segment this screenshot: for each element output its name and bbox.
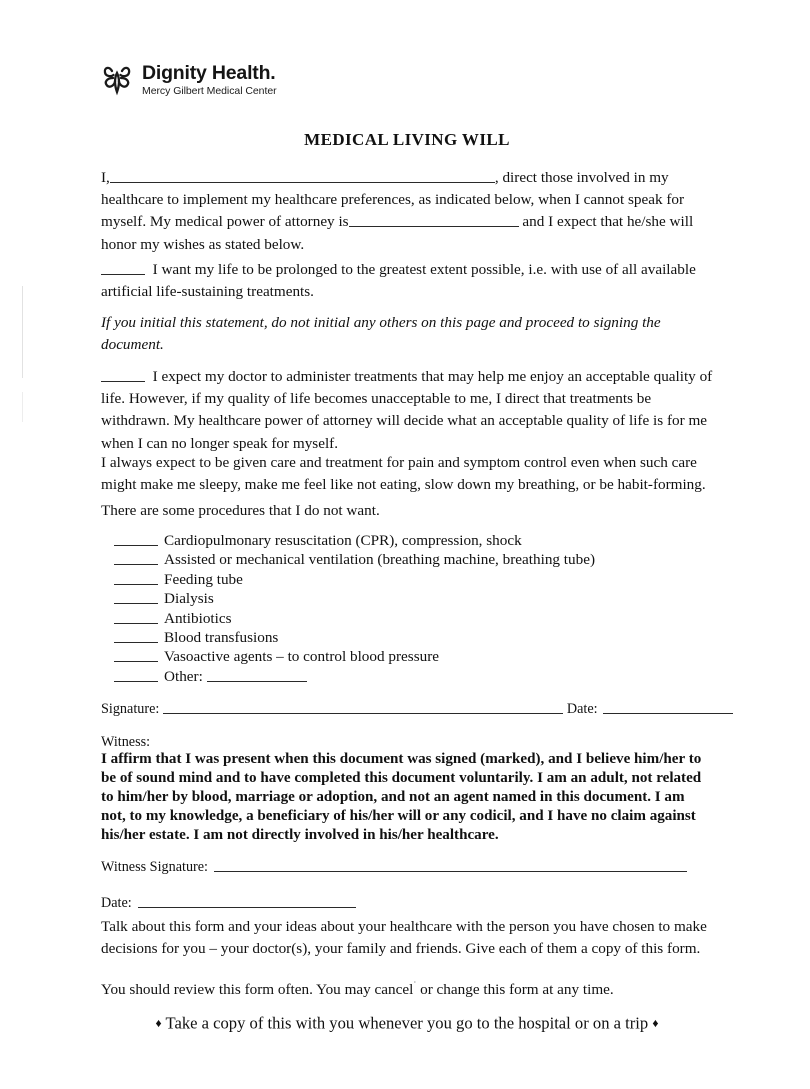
comfort-care-paragraph: I always expect to be given care and treatment for pain and symptom control even when such care might make me sleepy, make me feel like not eating, slow down my breathing, or be habit-forming. xyxy=(101,454,706,494)
initial-blank-procedure[interactable] xyxy=(114,589,158,604)
witness-date-label: Date: xyxy=(101,895,132,911)
date-blank[interactable] xyxy=(603,701,733,714)
intro-after-name: , direct those involved in my healthcare to implement my healthcare preferences, as indicated below, when I cannot speak for myself. My medical power of attorney is xyxy=(101,169,685,231)
power-of-attorney-blank[interactable] xyxy=(349,212,519,227)
closing-review-paragraph xyxy=(101,975,717,1001)
scan-mark: ˙ xyxy=(413,980,417,990)
procedure-label: Antibiotics xyxy=(164,609,232,627)
witness-affirmation: I affirm that I was present when this document was signed (marked), and I believe him/her to be of sound mind and to have completed this document voluntarily. I am an adult, not related to him/her by blood, marriage or adoption, and not an agent named in this document. I am not, to my knowledge, a beneficiary of his/her will or any codicil, and I have no claim against his/her estate. I am not directly involved in his/her healthcare. xyxy=(101,751,702,843)
procedure-label: Vasoactive agents – to control blood pressure xyxy=(164,648,439,666)
intro-paragraph xyxy=(101,167,713,256)
patient-name-blank[interactable] xyxy=(110,168,495,183)
final-reminder-text: Take a copy of this with you whenever you go to the hospital or on a trip xyxy=(165,1013,649,1033)
list-item xyxy=(114,628,614,647)
initial-blank-procedure[interactable] xyxy=(114,531,158,546)
final-reminder-line xyxy=(101,1012,713,1035)
procedure-label: Cardiopulmonary resuscitation (CPR), compression, shock xyxy=(164,532,522,549)
brand-name: Dignity Health. xyxy=(142,61,276,84)
procedure-label: Dialysis xyxy=(164,590,214,608)
witness-date-blank[interactable] xyxy=(138,895,356,908)
procedure-label: Feeding tube xyxy=(164,570,243,588)
procedure-label: Blood transfusions xyxy=(164,629,279,647)
signature-blank[interactable] xyxy=(163,701,563,714)
initial-blank-procedure[interactable] xyxy=(114,628,158,643)
list-item-other xyxy=(114,667,614,686)
initial-blank-prolong[interactable] xyxy=(101,260,145,275)
option-prolong-text: I want my life to be prolonged to the greatest extent possible, i.e. with use of all available artificial life-sustaining treatments. xyxy=(101,261,696,301)
initial-blank-procedure[interactable] xyxy=(114,550,158,565)
witness-signature-row xyxy=(101,858,713,876)
list-item xyxy=(114,647,614,666)
scan-artifact xyxy=(22,392,23,422)
page-title: MEDICAL LIVING WILL xyxy=(304,130,510,149)
date-label: Date: xyxy=(566,701,598,717)
procedures-heading: There are some procedures that I do not want. xyxy=(101,502,380,519)
option-prolong-life xyxy=(101,259,713,303)
facility-name: Mercy Gilbert Medical Center xyxy=(142,85,277,97)
scan-artifact xyxy=(22,286,23,378)
review-text-before: You should review this form often. You may cancel xyxy=(101,981,414,998)
diamond-bullet-icon: ♦ xyxy=(652,1016,659,1030)
witness-signature-blank[interactable] xyxy=(214,859,687,872)
signature-label: Signature: xyxy=(101,701,160,717)
option-quality-text: I expect my doctor to administer treatments that may help me enjoy an acceptable quality of life. However, if my quality of life becomes unacceptable to me, I direct that treatments be withdrawn. My healthcare power of attorney will decide what an acceptable quality of life is for me when I can no longer speak for myself. xyxy=(101,368,713,452)
procedure-other-label: Other: xyxy=(164,667,203,685)
organization-logo xyxy=(101,63,277,97)
initial-blank-other[interactable] xyxy=(114,667,158,682)
signature-row xyxy=(101,700,713,718)
intro-lead-in: I, xyxy=(101,169,110,186)
procedure-label: Assisted or mechanical ventilation (breathing machine, breathing tube) xyxy=(164,551,596,569)
initial-blank-procedure[interactable] xyxy=(114,570,158,585)
initial-blank-procedure[interactable] xyxy=(114,609,158,624)
other-procedure-input-blank[interactable] xyxy=(207,667,307,682)
initial-instruction-note: If you initial this statement, do not initial any others on this page and proceed to signing the document. xyxy=(101,314,661,354)
witness-date-row xyxy=(101,894,713,912)
closing-talk-paragraph: Talk about this form and your ideas about your healthcare with the person you have chosen to make decisions for you – your doctor(s), your family and friends. Give each of them a copy of this form. xyxy=(101,918,707,957)
witness-label: Witness: xyxy=(101,734,151,750)
witness-signature-label: Witness Signature: xyxy=(101,859,209,875)
list-item xyxy=(114,609,614,628)
list-item xyxy=(114,550,614,569)
initial-blank-procedure[interactable] xyxy=(114,647,158,662)
dignity-health-figure-icon xyxy=(101,63,133,97)
list-item xyxy=(114,589,614,608)
review-text-after: or change this form at any time. xyxy=(416,981,614,998)
diamond-bullet-icon: ♦ xyxy=(155,1016,162,1030)
initial-blank-quality[interactable] xyxy=(101,367,145,382)
option-quality-of-life xyxy=(101,366,713,455)
intro-after-poa: and I expect that he/she will honor my wishes as stated below. xyxy=(101,213,694,253)
list-item xyxy=(114,570,614,589)
list-item xyxy=(114,531,614,550)
procedures-list xyxy=(114,531,614,686)
